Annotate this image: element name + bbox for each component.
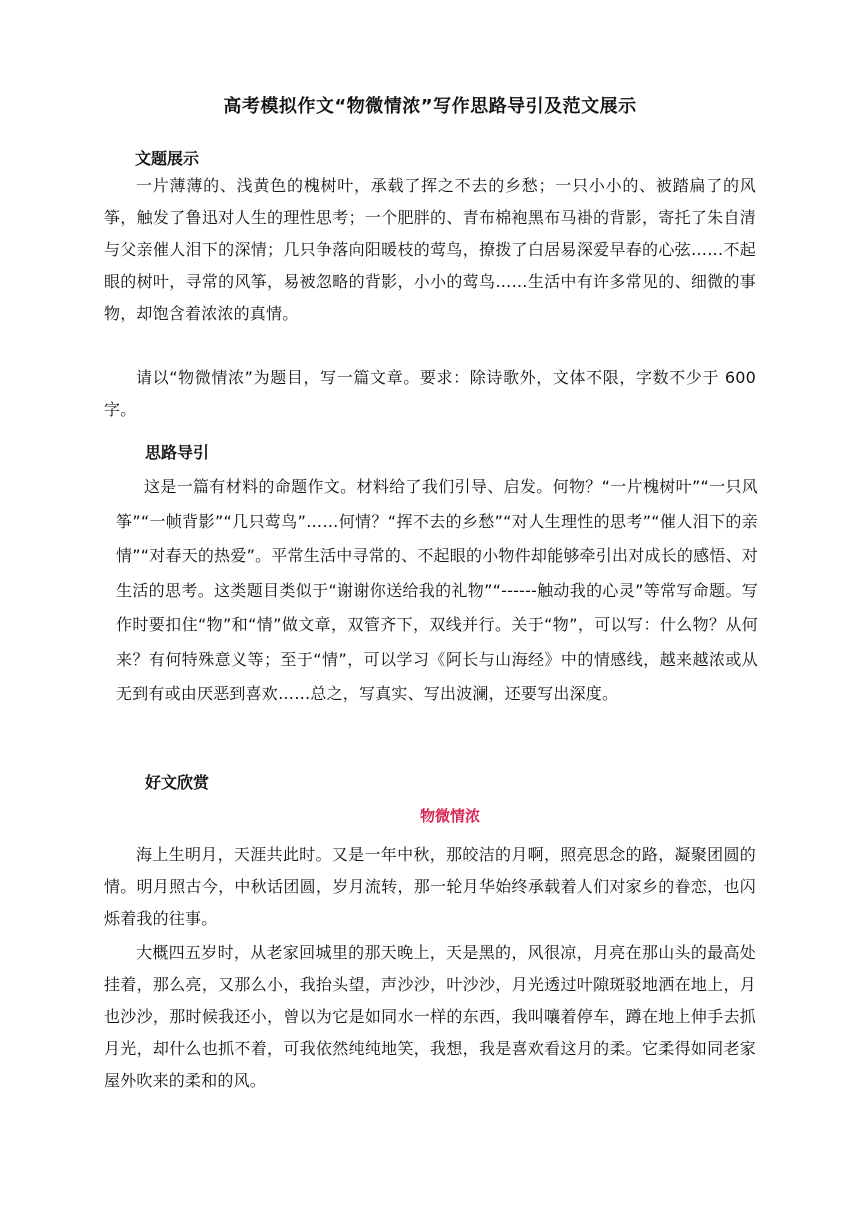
essay-paragraph-1: 海上生明月，天涯共此时。又是一年中秋，那皎洁的月啊，照亮思念的路，凝聚团圆的情。明月照古今，中秋话团圆，岁月流转，那一轮月华始终承载着人们对家乡的眷恋，也闪烁着我的往事。 [104,845,756,928]
document-title: 高考模拟作文“物微情浓”写作思路导引及范文展示 [223,96,637,117]
section-heading-guide: 思路导引 [145,443,210,462]
section-heading-essay: 好文欣赏 [145,773,210,792]
essay-title: 物微情浓 [419,807,480,825]
prompt-paragraph-2: 请以“物微情浓”为题目，写一篇文章。要求：除诗歌外，文体不限，字数不少于 600字。 [104,368,756,419]
guide-paragraph: 这是一篇有材料的命题作文。材料给了我们引导、启发。何物？“一片槐树叶”“一只风筝”“一帧背影”“几只莺鸟”……何情？“挥不去的乡愁”“对人生理性的思考”“催人泪下的亲情”“对春天的热爱”。平常生活中寻常的、不起眼的小物件却能够牵引出对成长的感悟、对生活的思考。这类题目类似于“谢谢你送给我的礼物”“------触动我的心灵”等常写命题。写作时要扣住“物”和“情”做文章，双管齐下，双线并行。关于“物”，可以写：什么物？从何来？有何特殊意义等；至于“情”，可以学习《阿长与山海经》中的情感线，越来越浓或从无到有或由厌恶到喜欢……总之，写真实、写出波澜，还要写出深度。 [116,477,758,703]
prompt-paragraph-1: 一片薄薄的、浅黄色的槐树叶，承载了挥之不去的乡愁；一只小小的、被踏扁了的风筝，触发了鲁迅对人生的理性思考；一个肥胖的、青布棉袍黑布马褂的背影，寄托了朱自清与父亲催人泪下的深情；几只争落向阳暖枝的莺鸟，撩拨了白居易深爱早春的心弦……不起眼的树叶，寻常的风筝，易被忽略的背影，小小的莺鸟……生活中有许多常见的、细微的事物，却饱含着浓浓的真情。 [104,176,756,323]
essay-paragraph-2: 大概四五岁时，从老家回城里的那天晚上，天是黑的，风很凉，月亮在那山头的最高处挂着，那么亮，又那么小，我抬头望，声沙沙，叶沙沙，月光透过叶隙斑驳地洒在地上，月也沙沙，那时候我还小，曾以为它是如同水一样的东西，我叫嚷着停车，蹲在地上伸手去抓月光，却什么也抓不着，可我依然纯纯地笑，我想，我是喜欢看这月的柔。它柔得如同老家屋外吹来的柔和的风。 [104,943,756,1090]
section-heading-prompt: 文题展示 [135,149,200,168]
